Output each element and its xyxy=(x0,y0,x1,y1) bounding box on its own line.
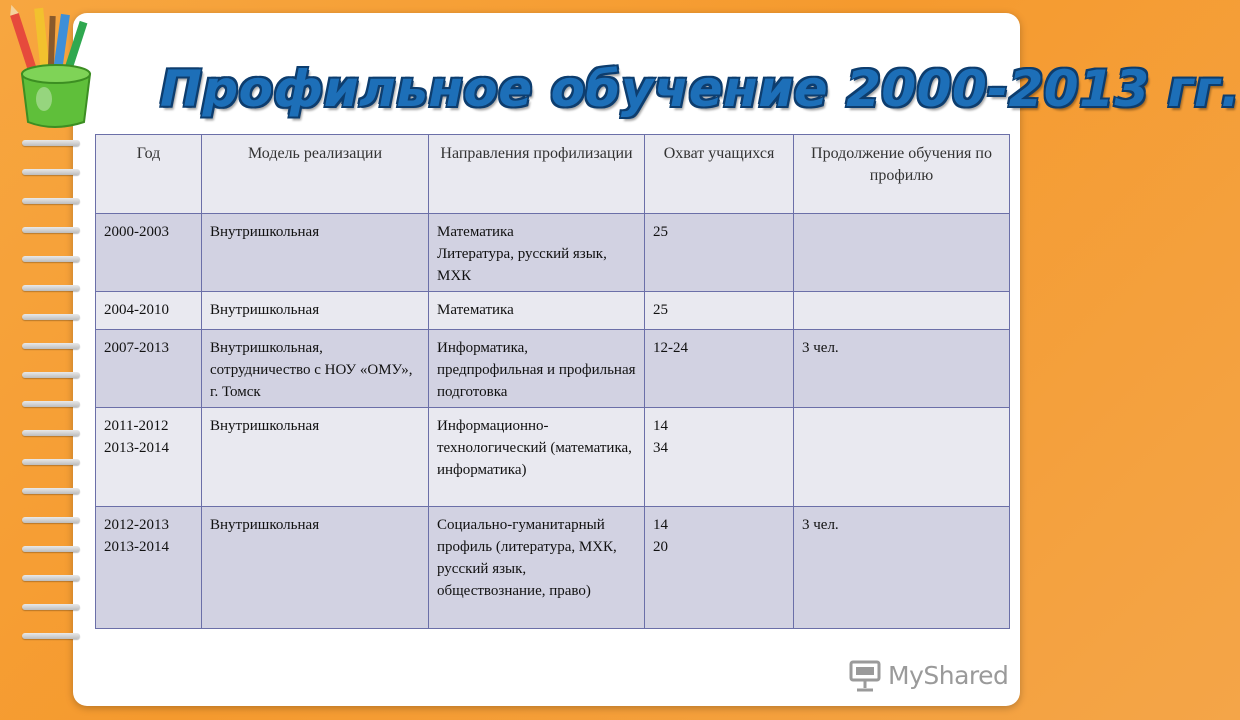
cell-year xyxy=(96,214,202,292)
direction-line: Социально-гуманитарный профиль (литература, МХК, русский язык, обществознание, право) xyxy=(437,517,617,599)
year-line: 2011-2012 xyxy=(104,418,169,434)
coverage-line: 20 xyxy=(653,539,668,555)
coverage-line: 34 xyxy=(653,440,668,456)
cell-model xyxy=(202,330,429,408)
direction-line: Математика xyxy=(437,302,514,318)
continued-line: 3 чел. xyxy=(802,340,839,356)
presentation-board-icon xyxy=(848,658,882,692)
cell-coverage xyxy=(645,292,794,330)
cell-coverage xyxy=(645,330,794,408)
cell-model xyxy=(202,214,429,292)
cell-continued xyxy=(794,292,1010,330)
cell-continued xyxy=(794,507,1010,629)
coverage-line: 25 xyxy=(653,302,668,318)
table-row xyxy=(96,292,1010,330)
cell-direction xyxy=(429,408,645,507)
header-model: Модель реализации xyxy=(202,135,429,214)
pencil-cup-icon xyxy=(4,4,104,134)
slide-title: Профильное обучение 2000-2013 гг. xyxy=(160,60,1240,118)
table-row xyxy=(96,408,1010,507)
continued-line: 3 чел. xyxy=(802,517,839,533)
header-direction: Направления профилизации xyxy=(429,135,645,214)
cell-model xyxy=(202,292,429,330)
year-line: 2000-2003 xyxy=(104,224,169,240)
cell-model xyxy=(202,408,429,507)
model-line: Внутришкольная xyxy=(210,302,320,318)
model-line: Внутришкольная, сотрудничество с НОУ «ОМУ», г. Томск xyxy=(210,340,413,400)
year-line: 2013-2014 xyxy=(104,539,169,555)
year-line: 2012-2013 xyxy=(104,517,169,533)
table-row xyxy=(96,214,1010,292)
year-line: 2013-2014 xyxy=(104,440,169,456)
watermark xyxy=(848,655,1018,695)
header-coverage: Охват учащихся xyxy=(645,135,794,214)
table-row xyxy=(96,330,1010,408)
coverage-line: 12-24 xyxy=(653,340,688,356)
coverage-line: 14 xyxy=(653,517,668,533)
cell-direction xyxy=(429,214,645,292)
table-header-row xyxy=(96,135,1010,214)
header-continued: Продолжение обучения по профилю xyxy=(794,135,1010,214)
profile-table xyxy=(95,134,1010,629)
model-line: Внутришкольная xyxy=(210,418,320,434)
cell-continued xyxy=(794,214,1010,292)
notebook-rings xyxy=(0,140,80,660)
direction-line: Информатика, предпрофильная и профильная подготовка xyxy=(437,340,636,400)
cell-year xyxy=(96,408,202,507)
coverage-line: 25 xyxy=(653,224,668,240)
cell-coverage xyxy=(645,408,794,507)
year-line: 2004-2010 xyxy=(104,302,169,318)
cell-coverage xyxy=(645,214,794,292)
cell-year xyxy=(96,330,202,408)
direction-line: Математика xyxy=(437,224,514,240)
year-line: 2007-2013 xyxy=(104,340,169,356)
coverage-line: 14 xyxy=(653,418,668,434)
header-year: Год xyxy=(96,135,202,214)
model-line: Внутришкольная xyxy=(210,517,320,533)
cell-direction xyxy=(429,292,645,330)
table-row xyxy=(96,507,1010,629)
cell-continued xyxy=(794,330,1010,408)
cell-continued xyxy=(794,408,1010,507)
model-line: Внутришкольная xyxy=(210,224,320,240)
cell-direction xyxy=(429,507,645,629)
cell-model xyxy=(202,507,429,629)
watermark-text: MyShared xyxy=(888,660,1009,690)
cell-coverage xyxy=(645,507,794,629)
direction-line: Информационно-технологический (математика, информатика) xyxy=(437,418,632,478)
cell-direction xyxy=(429,330,645,408)
direction-line: Литература, русский язык, МХК xyxy=(437,246,607,284)
cell-year xyxy=(96,292,202,330)
cell-year xyxy=(96,507,202,629)
